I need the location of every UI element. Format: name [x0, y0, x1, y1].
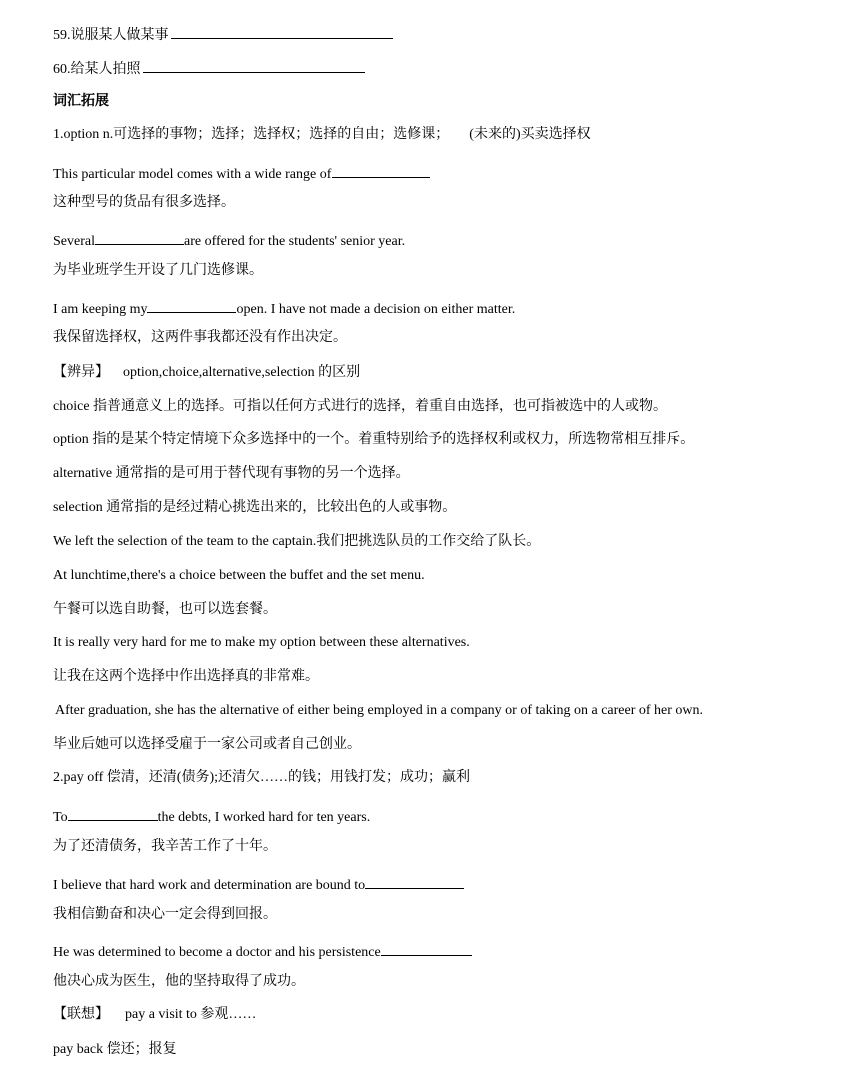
note-selection: selection 通常指的是经过精心挑选出来的，比较出色的人或事物。: [53, 500, 457, 515]
example-text-cont: open. I have not made a decision on either matter.: [236, 302, 516, 317]
translation: 让我在这两个选择中作出选择真的非常难。: [53, 669, 319, 684]
example-text: I am keeping my: [53, 302, 148, 317]
answer-blank[interactable]: [143, 59, 365, 73]
example-sentence: [53, 942, 472, 962]
example-sentence: [53, 231, 405, 251]
distinction-heading: [53, 364, 360, 382]
distinction-tag: 【辨异】: [53, 365, 109, 380]
translation: 为了还清债务，我辛苦工作了十年。: [53, 839, 277, 854]
item-60: [53, 59, 365, 79]
example-sentence: [53, 164, 430, 184]
example-text-cont: are offered for the students' senior year.: [183, 234, 406, 249]
example-sentence: We left the selection of the team to the captain.我们把挑选队员的工作交给了队长。: [53, 534, 541, 549]
note-option: option 指的是某个特定情境下众多选择中的一个。着重特别给予的选择权利或权力，所选物常相互排斥。: [53, 432, 695, 447]
item-60-text: 60.给某人拍照: [53, 62, 141, 77]
example-sentence: [53, 299, 515, 319]
vocab-payoff-heading: 2.pay off 偿清，还清(债务);还清欠……的钱；用钱打发；成功；赢利: [53, 770, 470, 785]
example-text: This particular model comes with a wide range of: [53, 167, 332, 182]
example-text: Several: [53, 234, 95, 249]
example-sentence: At lunchtime,there's a choice between the buffet and the set menu.: [53, 568, 425, 583]
answer-blank[interactable]: [68, 807, 158, 821]
translation: 我保留选择权，这两件事我都还没有作出决定。: [53, 330, 347, 345]
translation: 他决心成为医生，他的坚持取得了成功。: [53, 974, 305, 989]
answer-blank[interactable]: [147, 299, 236, 313]
association-item: pay a visit to 参观……: [125, 1007, 257, 1022]
example-text: To: [53, 810, 68, 825]
example-sentence: After graduation, she has the alternative of either being employed in a company or of taking on a career of her own.: [55, 703, 704, 718]
translation: 为毕业班学生开设了几门选修课。: [53, 263, 263, 278]
vocab-option-definition: 1.option n.可选择的事物；选择；选择权；选择的自由；选修课；: [53, 127, 450, 142]
note-alternative: alternative 通常指的是可用于替代现有事物的另一个选择。: [53, 466, 410, 481]
section-heading: 词汇拓展: [53, 94, 109, 109]
item-59-text: 59.说服某人做某事: [53, 28, 169, 43]
example-text: I believe that hard work and determination are bound to: [53, 878, 366, 893]
distinction-title: option,choice,alternative,selection 的区别: [123, 365, 361, 380]
association-heading: [53, 1006, 256, 1024]
item-59: [53, 25, 393, 45]
answer-blank[interactable]: [171, 25, 393, 39]
example-sentence: It is really very hard for me to make my option between these alternatives.: [53, 635, 470, 650]
association-item: pay back 偿还；报复: [53, 1042, 177, 1057]
vocab-option-heading: [53, 126, 591, 144]
translation: 午餐可以选自助餐，也可以选套餐。: [53, 602, 277, 617]
example-text: He was determined to become a doctor and his persistence: [53, 945, 381, 960]
answer-blank[interactable]: [95, 231, 184, 245]
answer-blank[interactable]: [332, 164, 430, 178]
translation: 毕业后她可以选择受雇于一家公司或者自己创业。: [53, 737, 361, 752]
translation: 这种型号的货品有很多选择。: [53, 195, 235, 210]
association-tag: 【联想】: [53, 1007, 109, 1022]
translation: 我相信勤奋和决心一定会得到回报。: [53, 907, 277, 922]
answer-blank[interactable]: [381, 942, 472, 956]
note-choice: choice 指普通意义上的选择。可指以任何方式进行的选择，着重自由选择，也可指被选中的人或物。: [53, 399, 668, 414]
example-sentence: [53, 807, 370, 827]
vocab-option-definition-extra: (未来的)买卖选择权: [469, 127, 591, 142]
example-sentence: [53, 875, 464, 895]
answer-blank[interactable]: [365, 875, 464, 889]
example-text-cont: the debts, I worked hard for ten years.: [157, 810, 371, 825]
